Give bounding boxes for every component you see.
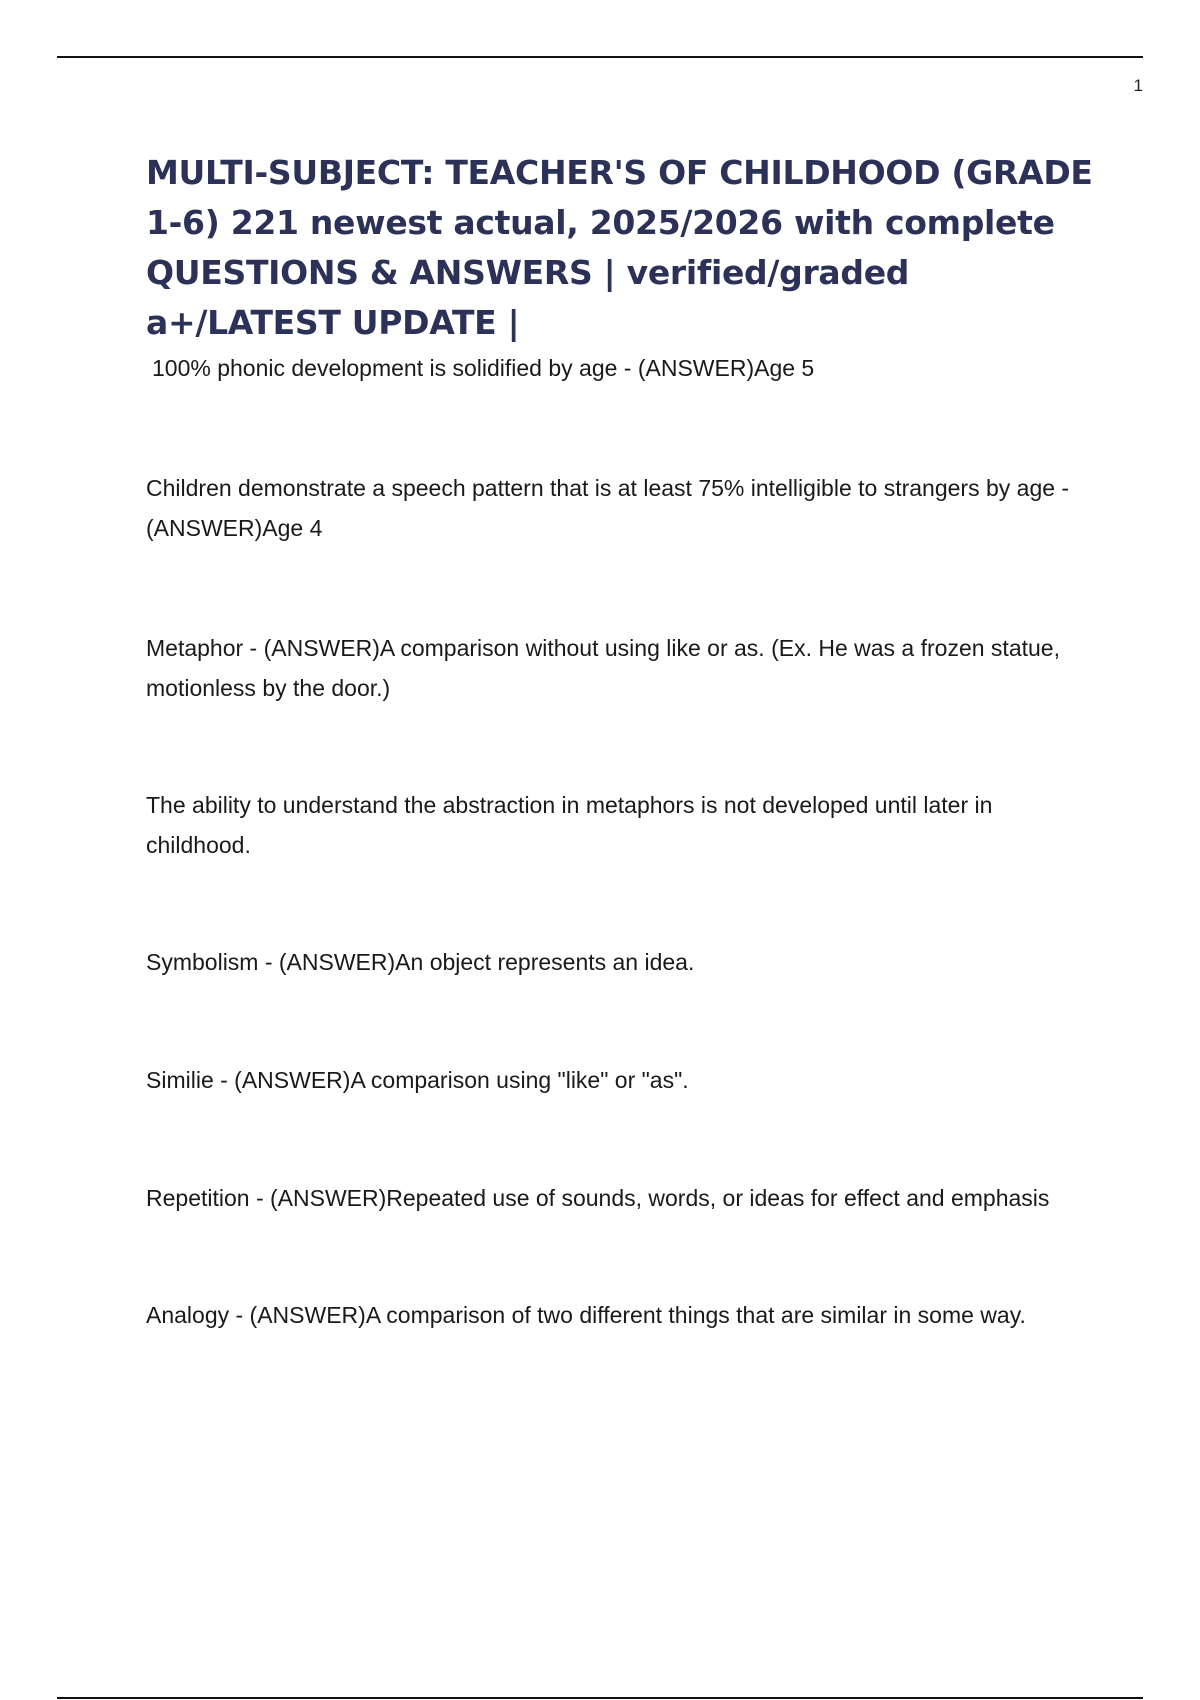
qa-item-repetition: Repetition - (ANSWER)Repeated use of sounds, words, or ideas for effect and emphasis	[146, 1185, 1050, 1211]
page-number: 1	[1133, 76, 1143, 95]
qa-item-speech-intelligibility: Children demonstrate a speech pattern that is at least 75% intelligible to strangers by age - (ANSWER)Age 4	[146, 475, 1070, 541]
qa-item-analogy: Analogy - (ANSWER)A comparison of two different things that are similar in some way.	[146, 1302, 1026, 1328]
qa-list	[146, 348, 1096, 1335]
qa-item-metaphor: Metaphor - (ANSWER)A comparison without using like or as. (Ex. He was a frozen statue, motionless by the door.)	[146, 635, 1060, 701]
footer-rule	[57, 1697, 1143, 1699]
document-body	[146, 148, 1096, 1335]
header-rule	[57, 56, 1143, 58]
qa-item-symbolism: Symbolism - (ANSWER)An object represents an idea.	[146, 949, 695, 975]
qa-item-simile: Similie - (ANSWER)A comparison using "like" or "as".	[146, 1067, 689, 1093]
qa-item-metaphor-abstraction: The ability to understand the abstraction in metaphors is not developed until later in childhood.	[146, 792, 993, 858]
qa-item-phonic-development: 100% phonic development is solidified by age - (ANSWER)Age 5	[152, 355, 815, 381]
document-title: MULTI-SUBJECT: TEACHER'S OF CHILDHOOD (GRADE 1-6) 221 newest actual, 2025/2026 with complete QUESTIONS & ANSWERS | verified/graded a+/LATEST UPDATE |	[146, 153, 1093, 342]
